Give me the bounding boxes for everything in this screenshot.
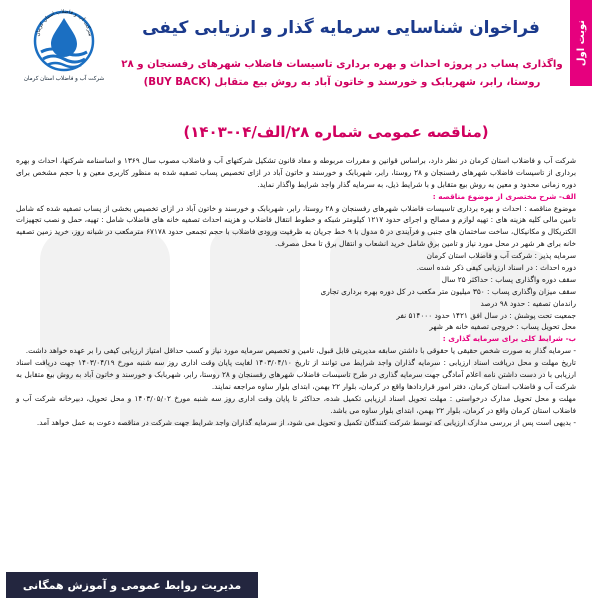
documents-submit-paragraph: مهلت و محل تحویل مدارک درخواستی : مهلت تحویل اسناد ارزیابی تکمیل شده، حداکثر تا پایان وقت اداری روز سه شنبه مورخ ۱۴۰۳/۰۵/۰۲ و محل تحویل، دبیرخانه شرکت آب و فاضلاب استان کرمان واقع در کرمان، بلوار ۲۲ بهمن، ابتدای بلوار ساوه می باشد. [16, 393, 576, 415]
notice-round-tab [570, 0, 592, 86]
logo-caption: شرکت آب و فاضلاب استان کرمان [23, 76, 105, 82]
notice-title: فراخوان شناسایی سرمایه گذار و ارزیابی کیفی [142, 18, 540, 38]
water-drop-waves-icon [27, 8, 101, 74]
fact-item: محل تحویل پساب : خروجی تصفیه خانه هر شهر [429, 322, 576, 332]
section-b-body: - سرمایه گذار به صورت شخص حقیقی یا حقوقی با داشتن سابقه مدیریتی قابل قبول، تامین و تخصیص سرمایه مورد نیاز و کسب حداقل امتیاز ارزیابی کیفی را بر عهده خواهد داشت. [25, 346, 576, 356]
tender-number: (مناقصه عمومی شماره ۲۸/الف/۰۴-۱۴۰۳) [183, 123, 489, 141]
footer-banner [6, 572, 258, 598]
notice-round-label: نوبت اول [575, 19, 587, 67]
fact-item: سرمایه پذیر : شرکت آب و فاضلاب استان کرمان [426, 251, 576, 261]
fact-item: جمعیت تحت پوشش : در سال افق ۱۴۲۱ حدود ۵۱۴۰۰۰ نفر [396, 310, 576, 320]
documents-receive-paragraph: تاریخ مهلت و محل دریافت اسناد ارزیابی : سرمایه گذاران واجد شرایط می توانند از تاریخ ۱۴۰۳/۰۴/۱۰ لغایت پایان وقت اداری روز سه شنبه مورخ ۱۴۰۳/۰۴/۱۹ جهت دریافت اسناد ارزیابی با در دست داشتن نامه اعلام آمادگی جهت سرمایه گذاری در طرح تاسیسات فاضلاب شهرهای رفسنجان و ۲۸ روستا، رابر، شهربابک و خورسند و خاتون آباد به روش بیع متقابل به شرکت آب و فاضلاب استان کرمان، دفتر امور قراردادها واقع در کرمان، بلوار ۲۲ بهمن، ابتدای بلوار ساوه مراجعه نمایند. [16, 358, 576, 391]
notice-subtitle: واگذاری پساب در پروژه احداث و بهره برداری تاسیسات فاضلاب شهرهای رفسنجان و ۲۸ روستا، رابر، شهربابک و خورسند و خاتون آباد به روش بیع متقابل (BUY BACK) [121, 59, 563, 88]
intro-paragraph: شرکت آب و فاضلاب استان کرمان در نظر دارد، براساس قوانین و مقررات مربوطه و مفاد قانون تشکیل شرکتهای آب و فاضلاب مصوب سال ۱۳۶۹ و اساسنامه شرکتها، احداث و بهره برداری از تاسیسات فاضلاب شهرهای رفسنجان و ۲۸ روستا، رابر، شهربابک و خورسند و خاتون آباد در ازای تخصیص پساب تصفیه شده به منظور کاربری معین و با حجم مشخص برای دوره زمانی محدود و معین به روش بیع متقابل و با شرایط ذیل، به سرمایه گذار واجد شرایط واگذار نماید. [16, 156, 576, 189]
fact-item: سقف دوره واگذاری پساب : حداکثر ۲۵ سال [441, 274, 576, 284]
fact-item: راندمان تصفیه : حدود ۹۸ درصد [480, 298, 576, 308]
section-b-heading: ب- شرایط کلی برای سرمایه گذاری : [442, 334, 576, 344]
section-a-heading: الف- شرح مختصری از موضوع مناقصه : [432, 191, 576, 201]
fact-item: سقف میزان واگذاری پساب : ۳۵۰ میلیون متر مکعب در کل دوره بهره برداری تجاری [320, 286, 576, 296]
closing-paragraph: - بدیهی است پس از بررسی مدارک ارزیابی که توسط شرکت کنندگان تکمیل و تحویل می شود، از سرمایه گذاران واجد شرایط جهت شرکت در مناقصه دعوت به عمل خواهد آمد. [36, 417, 576, 427]
footer-text: مدیریت روابط عمومی و آموزش همگانی [22, 578, 242, 592]
section-a-body: موضوع مناقصه : احداث و بهره برداری تاسیسات فاضلاب شهرهای رفسنجان و ۲۸ روستا، رابر، شهربابک و خورسند و خاتون آباد در ازای تخصیص بخشی از پساب تصفیه شده که شامل تامین مالی کلیه هزینه های : تهیه لوازم و مصالح و اجرای حدود ۱۲۱۷ کیلومتر شبکه و خطوط انتقال فاضلاب و هزینه احداث تصفیه خانه های فاضلاب شامل : تهیه، حمل و نصب تجهیزات الکتریکال و مکانیکال، ساخت ساختمان های جنبی و فرآیندی در ۵ مدول با ۹ خط جریان به ظرفیت ورودی فاضلاب با حجم تجمعی حدود ۶۷۱۷۸ مترمکعب در شبانه روز، خرید زمین تصفیه خانه برای هر شهر در محل مورد نیاز و تامین برق شامل خرید انشعاب و انتقال برق تا محل مصرف. [16, 203, 577, 249]
notice-body [16, 155, 576, 428]
fact-item: دوره احداث : در اسناد ارزیابی کیفی ذکر شده است. [416, 263, 576, 273]
logo-arc-text: شرکت آب و فاضلاب استان کرمان [35, 8, 94, 37]
company-logo [12, 8, 116, 102]
